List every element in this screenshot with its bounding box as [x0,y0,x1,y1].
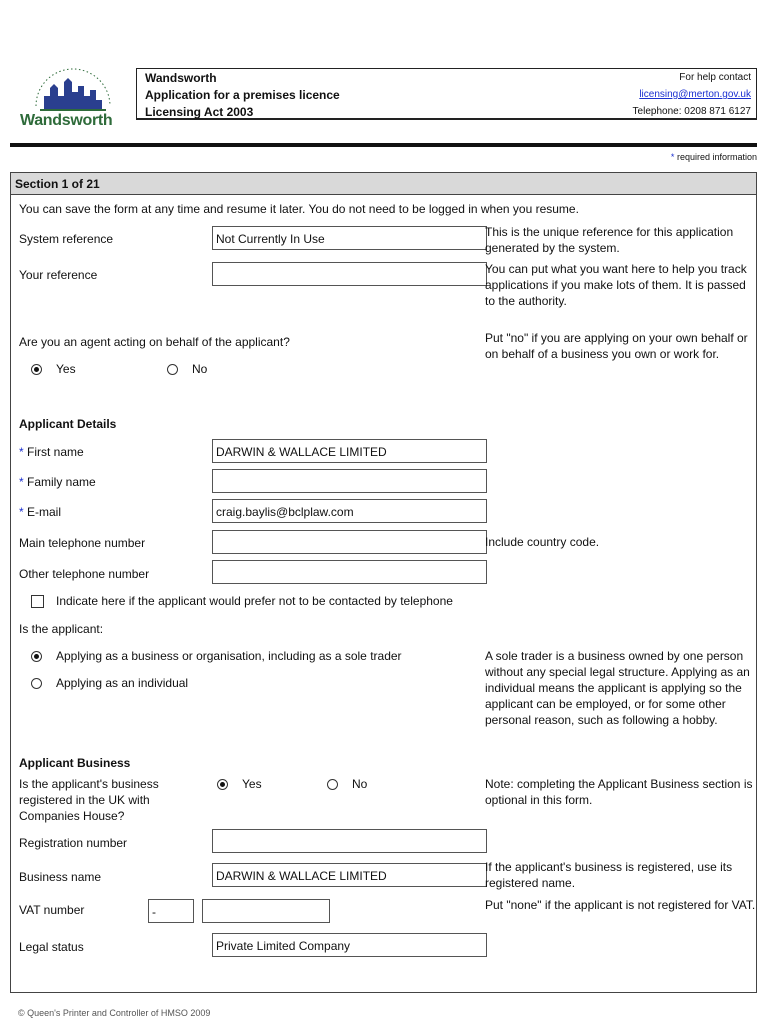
header-org: Wandsworth [145,71,217,85]
main-phone-label: Main telephone number [19,536,146,550]
no-phone-contact-checkbox[interactable] [31,595,44,608]
main-phone-input[interactable] [212,530,487,554]
business-name-help: If the applicant's business is registered, use its registered name. [485,860,733,890]
main-phone-help: Include country code. [485,535,600,549]
family-name-input[interactable] [212,469,487,493]
vat-number-label: VAT number [19,903,85,917]
no-phone-contact-label: Indicate here if the applicant would prefer not to be contacted by telephone [56,594,453,608]
section-intro: You can save the form at any time and resume it later. You do not need to be logged in when you resume. [19,202,579,216]
help-telephone: Telephone: 0208 871 6127 [632,106,751,117]
system-reference-label: System reference [19,232,114,246]
business-name-input[interactable]: DARWIN & WALLACE LIMITED [212,863,487,887]
skyline-emblem [14,66,129,118]
required-info-text: required information [676,152,757,162]
agent-no-label: No [192,362,208,376]
applicant-business-radio[interactable] [31,651,42,662]
first-name-input[interactable]: DARWIN & WALLACE LIMITED [212,439,487,463]
applicant-details-heading: Applicant Details [19,417,117,431]
email-input[interactable]: craig.baylis@bclplaw.com [212,499,487,523]
header-act: Licensing Act 2003 [145,105,254,119]
help-email-link[interactable]: licensing@merton.gov.uk [639,89,751,100]
business-section-note: Note: completing the Applicant Business section is optional in this form. [485,777,753,807]
legal-status-field[interactable]: Private Limited Company [212,933,487,957]
system-reference-field[interactable]: Not Currently In Use [212,226,487,250]
email-label: * E-mail [19,505,62,519]
registered-yes-radio[interactable] [217,779,228,790]
applicant-type-help: A sole trader is a business owned by one person without any special legal structure. Applying as an individual means the applicant is applying so the applicant can be employed, or for some other personal reason, such as following a hobby. [485,649,750,727]
applicant-business-heading: Applicant Business [19,756,131,770]
registered-yes-label: Yes [242,777,262,791]
vat-prefix-field[interactable]: - [148,899,194,923]
agent-no-radio[interactable] [167,364,178,375]
section-title: Section 1 of 21 [11,173,756,195]
other-phone-input[interactable] [212,560,487,584]
applicant-business-label: Applying as a business or organisation, including as a sole trader [56,649,402,663]
section-panel [10,172,757,993]
registration-number-input[interactable] [212,829,487,853]
required-info-note [671,152,757,162]
system-reference-help: This is the unique reference for this application generated by the system. [485,225,734,255]
registered-question: Is the applicant's business registered in the UK with Companies House? [19,777,159,823]
registered-no-label: No [352,777,368,791]
family-name-label: * Family name [19,475,96,489]
header-title: Application for a premises licence [145,88,340,102]
required-star: * [670,152,675,162]
help-contact-label: For help contact [679,72,751,83]
vat-number-help: Put "none" if the applicant is not registered for VAT. [485,898,756,912]
registered-no-radio[interactable] [327,779,338,790]
registration-number-label: Registration number [19,836,128,850]
your-reference-help: You can put what you want here to help you track applications if you make lots of them. It is passed to the authority. [485,262,747,308]
business-name-label: Business name [19,870,102,884]
applicant-individual-label: Applying as an individual [56,676,189,690]
form-header [136,68,757,120]
agent-help: Put "no" if you are applying on your own behalf or on behalf of a business you own or work for. [485,331,748,361]
legal-status-label: Legal status [19,940,84,954]
logo-wordmark: Wandsworth [20,112,113,129]
first-name-label: * First name [19,445,84,459]
applicant-individual-radio[interactable] [31,678,42,689]
applicant-type-question: Is the applicant: [19,622,104,636]
copyright-footer: © Queen's Printer and Controller of HMSO 2009 [18,1008,211,1018]
your-reference-label: Your reference [19,268,98,282]
agent-yes-label: Yes [56,362,76,376]
header-rule [10,143,757,147]
agent-yes-radio[interactable] [31,364,42,375]
other-phone-label: Other telephone number [19,567,150,581]
agent-question: Are you an agent acting on behalf of the applicant? [19,335,290,349]
your-reference-input[interactable] [212,262,487,286]
vat-number-input[interactable] [202,899,330,923]
council-logo [14,66,129,138]
